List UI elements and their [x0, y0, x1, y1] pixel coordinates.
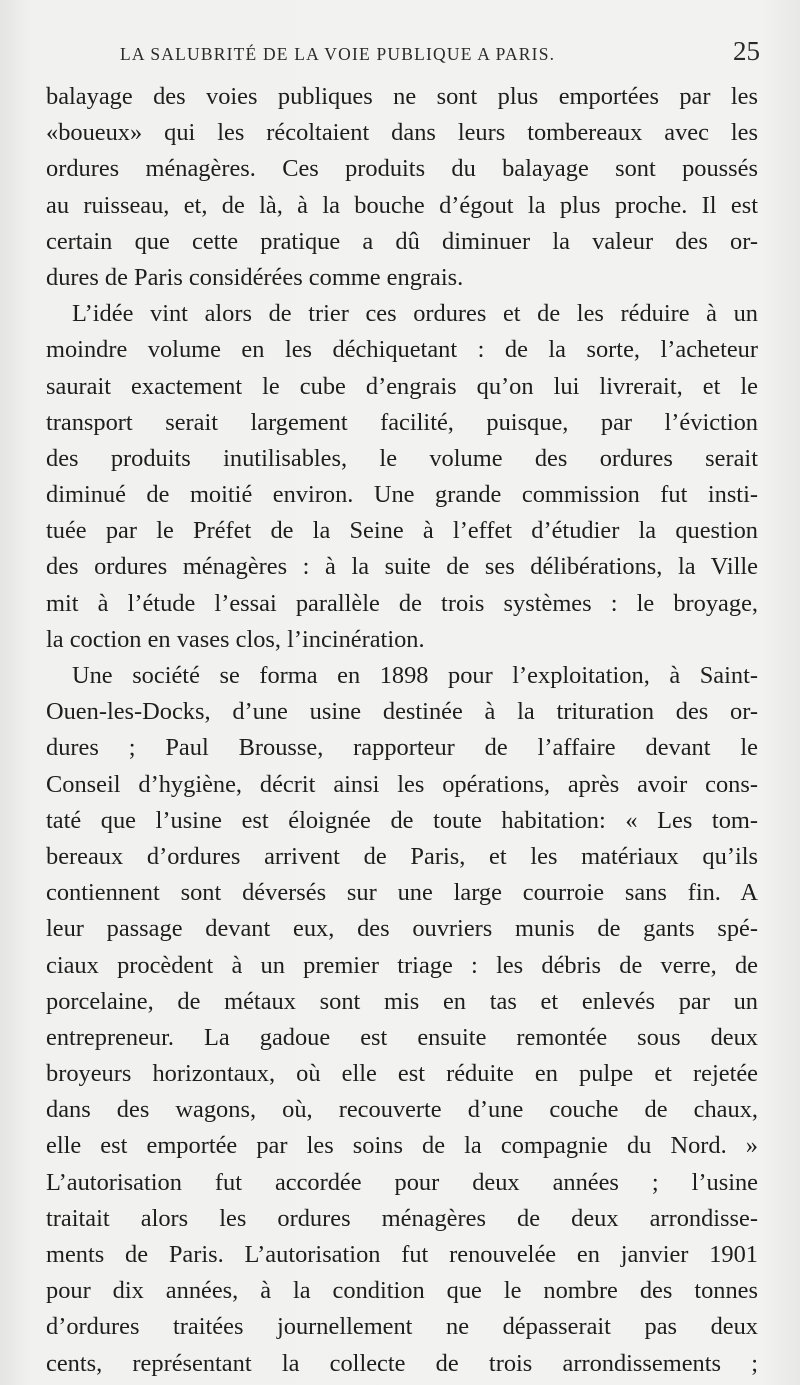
- text-line: pour dix années, à la condition que le nombre des tonnes: [46, 1277, 758, 1305]
- text-line: contiennent sont déversés sur une large courroie sans fin. A: [46, 879, 758, 907]
- text-line: d’ordures traitées journellement ne dépasserait pas deux: [46, 1313, 758, 1341]
- text-line: dans des wagons, où, recouverte d’une couche de chaux,: [46, 1096, 758, 1124]
- text-line: dures ; Paul Brousse, rapporteur de l’affaire devant le: [46, 734, 758, 762]
- text-line: ordures ménagères. Ces produits du balayage sont poussés: [46, 155, 758, 183]
- text-line: Une société se forma en 1898 pour l’exploitation, à Saint-: [72, 662, 758, 689]
- text-line: diminué de moitié environ. Une grande commission fut insti-: [46, 481, 758, 509]
- text-line: au ruisseau, et, de là, à la bouche d’égout la plus proche. Il est: [46, 191, 758, 219]
- text-line: certain que cette pratique a dû diminuer la valeur des or-: [46, 227, 758, 255]
- text-line: ciaux procèdent à un premier triage : les débris de verre, de: [46, 951, 758, 979]
- text-line: bereaux d’ordures arrivent de Paris, et les matériaux qu’ils: [46, 842, 758, 870]
- text-line: «boueux» qui les récoltaient dans leurs tombereaux avec les: [46, 119, 758, 147]
- text-line: L’autorisation fut accordée pour deux années ; l’usine: [46, 1168, 758, 1196]
- text-line: mit à l’étude l’essai parallèle de trois systèmes : le broyage,: [46, 589, 758, 617]
- text-line: traitait alors les ordures ménagères de deux arrondisse-: [46, 1204, 758, 1232]
- text-line: balayage des voies publiques ne sont plus emportées par les: [46, 83, 758, 110]
- text-line: leur passage devant eux, des ouvriers munis de gants spé-: [46, 915, 758, 943]
- text-line: dures de Paris considérées comme engrais.: [46, 263, 464, 291]
- running-header: [46, 36, 760, 72]
- running-title: LA SALUBRITÉ DE LA VOIE PUBLIQUE A PARIS.: [120, 44, 556, 64]
- text-line: broyeurs horizontaux, où elle est réduite en pulpe et rejetée: [46, 1060, 758, 1088]
- body-text: [46, 79, 758, 1382]
- text-line: elle est emportée par les soins de la compagnie du Nord. »: [46, 1132, 758, 1160]
- text-line: la coction en vases clos, l’incinération.: [46, 625, 425, 653]
- text-line: taté que l’usine est éloignée de toute habitation: « Les tom-: [46, 806, 758, 834]
- text-line: Ouen-les-Docks, d’une usine destinée à la trituration des or-: [46, 698, 758, 726]
- text-line: tuée par le Préfet de la Seine à l’effet d’étudier la question: [46, 517, 758, 545]
- text-line: cents, représentant la collecte de trois arrondissements ;: [46, 1349, 758, 1377]
- text-line: L’idée vint alors de trier ces ordures et de les réduire à un: [72, 300, 758, 328]
- text-line: moindre volume en les déchiquetant : de la sorte, l’acheteur: [46, 336, 758, 364]
- text-line: des ordures ménagères : à la suite de ses délibérations, la Ville: [46, 553, 758, 581]
- text-line: des produits inutilisables, le volume des ordures serait: [46, 444, 758, 472]
- text-line: porcelaine, de métaux sont mis en tas et enlevés par un: [46, 987, 758, 1015]
- text-line: Conseil d’hygiène, décrit ainsi les opérations, après avoir cons-: [46, 770, 758, 798]
- text-line: entrepreneur. La gadoue est ensuite remontée sous deux: [46, 1023, 758, 1051]
- text-line: ments de Paris. L’autorisation fut renouvelée en janvier 1901: [46, 1241, 758, 1268]
- text-line: transport serait largement facilité, puisque, par l’éviction: [46, 408, 758, 436]
- page-number: 25: [733, 36, 760, 66]
- text-line: saurait exactement le cube d’engrais qu’on lui livrerait, et le: [46, 372, 758, 400]
